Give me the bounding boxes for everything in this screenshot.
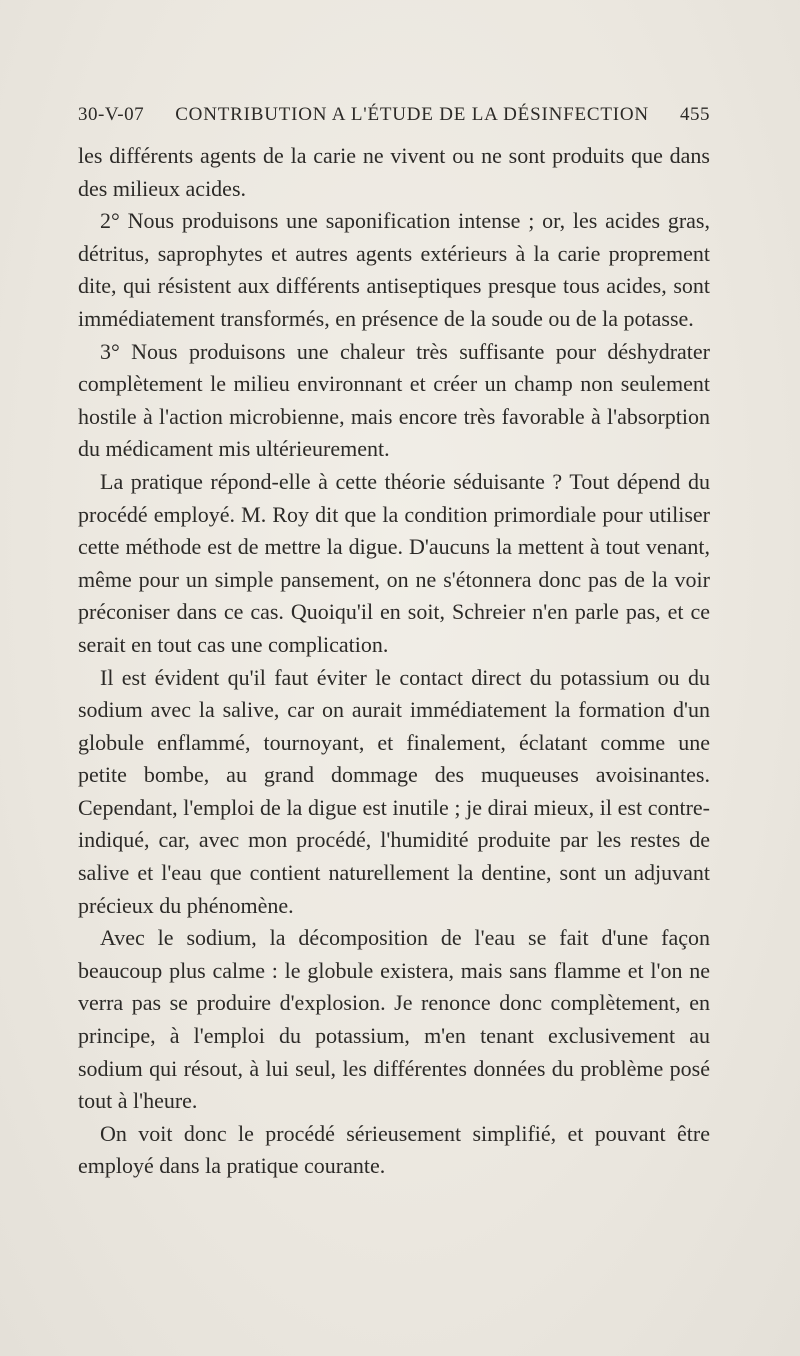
paragraph-5: Il est évident qu'il faut éviter le contact direct du potassium ou du sodium avec la salive, car on aurait immédiatement la formation d'un globule enflammé, tournoyant, et finalement, éclatant comme une petite bombe, au grand dommage des muqueuses avoisinantes. Cependant, l'emploi de la digue est inutile ; je dirai mieux, il est contre-indiqué, car, avec mon procédé, l'humidité produite par les restes de salive et l'eau que contient naturellement la dentine, sont un adjuvant précieux du phénomène. [78,664,710,918]
header-date: 30-V-07 [78,104,145,125]
running-title: CONTRIBUTION A L'ÉTUDE DE LA DÉSINFECTION [175,104,649,125]
page-number: 455 [680,104,710,125]
paragraph-4: La pratique répond-elle à cette théorie séduisante ? Tout dépend du procédé employé. M. Roy dit que la condition primordiale pour utiliser cette méthode est de mettre la digue. D'aucuns la mettent à tout venant, même pour un simple pansement, on ne s'étonnera donc pas de la voir préconiser dans ce cas. Quoiqu'il en soit, Schreier n'en parle pas, et ce serait en tout cas une complication. [78,468,710,657]
paragraph-6: Avec le sodium, la décomposition de l'eau se fait d'une façon beaucoup plus calme : le globule existera, mais sans flamme et l'on ne verra pas se produire d'explosion. Je renonce donc complètement, en principe, à l'emploi du potassium, m'en tenant exclusivement au sodium qui résout, à lui seul, les différentes données du problème posé tout à l'heure. [78,925,710,1114]
paragraph-1: les différents agents de la carie ne vivent ou ne sont produits que dans des milieux acides. [78,143,710,201]
body-text [78,140,710,1183]
running-header [78,104,710,126]
paragraph-7: On voit donc le procédé sérieusement simplifié, et pouvant être employé dans la pratique courante. [78,1120,710,1179]
paragraph-3: 3° Nous produisons une chaleur très suffisante pour déshydrater complètement le milieu environnant et créer un champ non seulement hostile à l'action microbienne, mais encore très favorable à l'absorption du médicament mis ultérieurement. [78,338,710,462]
paragraph-2: 2° Nous produisons une saponification intense ; or, les acides gras, détritus, saprophytes et autres agents extérieurs à la carie proprement dite, qui résistent aux différents antiseptiques presque tous acides, sont immédiatement transformés, en présence de la soude ou de la potasse. [78,208,710,331]
